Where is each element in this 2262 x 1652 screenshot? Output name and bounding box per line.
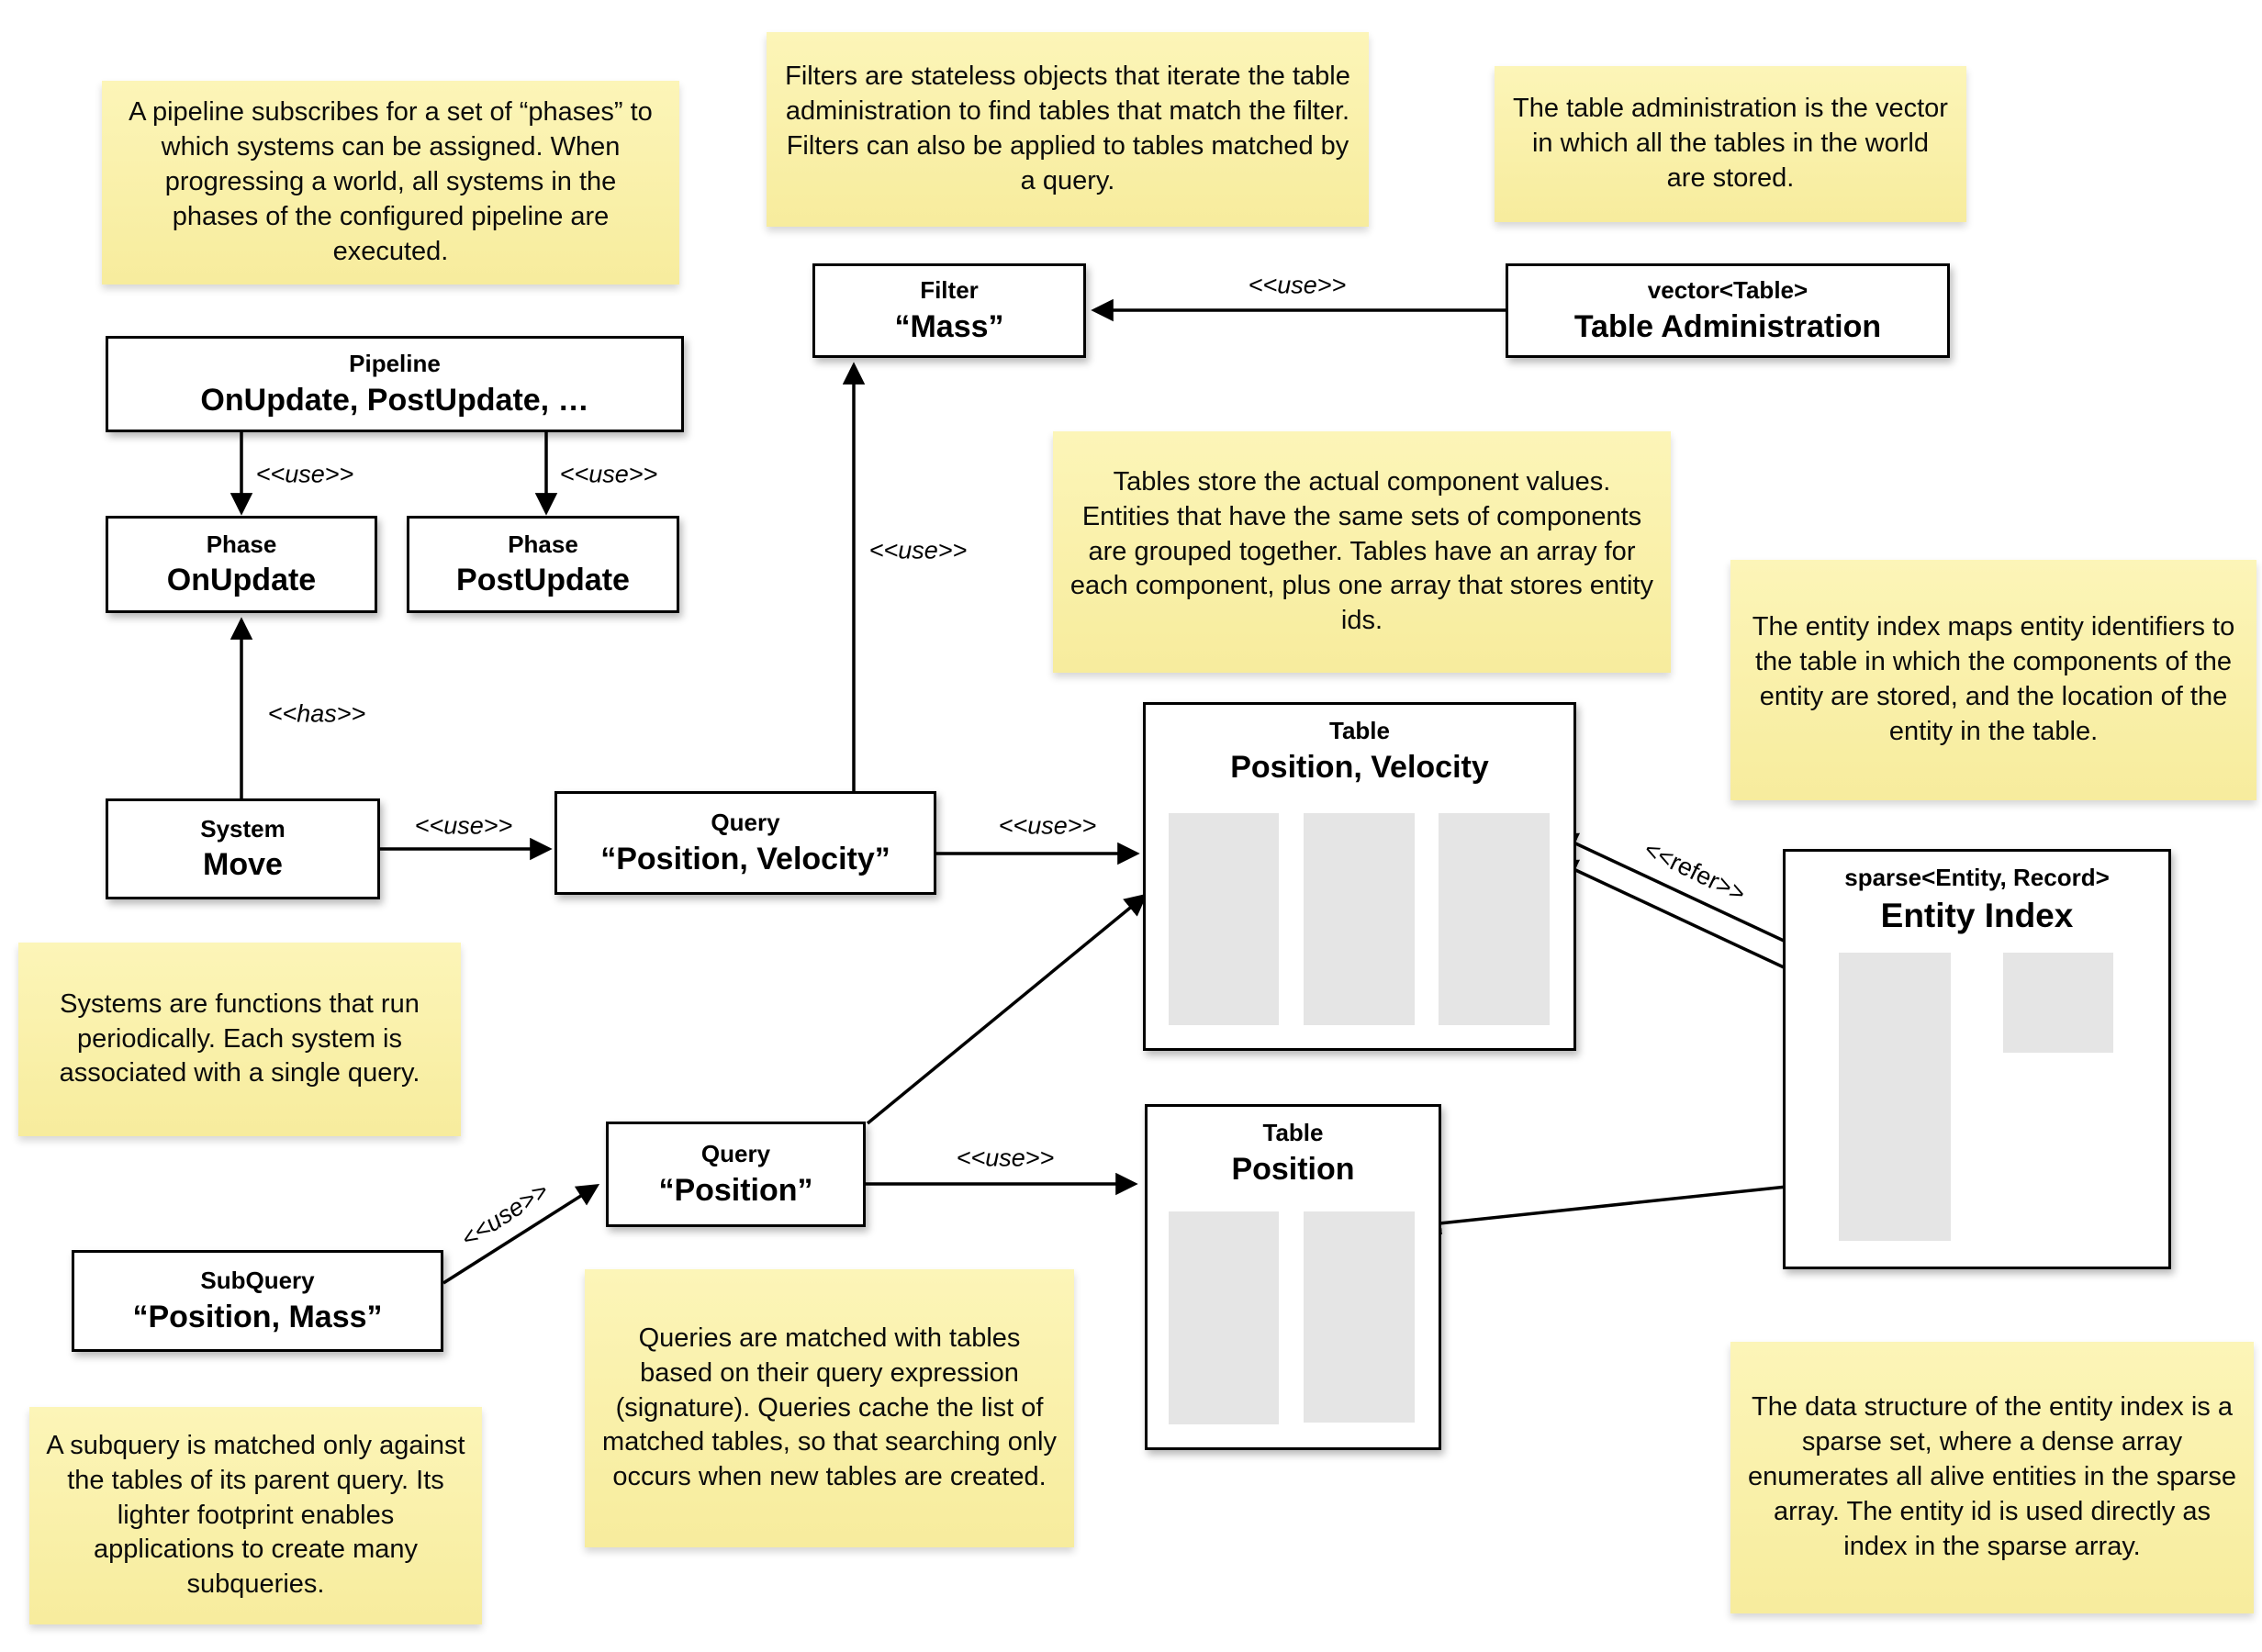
arrow-entity-index-to-table-pos (1422, 1181, 1839, 1225)
note-table-admin-text: The table administration is the vector in which all the tables in the world are stored. (1513, 94, 1948, 193)
box-table-position-title: Table (1262, 1119, 1324, 1146)
note-queries-text: Queries are matched with tables based on their query expression (signature). Queries cache the list of matched tables, so that searching only occurs when new tables are created. (602, 1323, 1057, 1492)
box-entity-index-subtitle: Entity Index (1880, 896, 2074, 934)
note-tables (1053, 431, 1671, 673)
edge-label-use-pipeline-postupdate: <<use>> (559, 460, 658, 488)
box-system-move-subtitle: Move (203, 847, 283, 883)
sparse-array (1839, 953, 1951, 1241)
box-pipeline-title: Pipeline (349, 350, 441, 378)
box-phase-onupdate-title: Phase (206, 530, 277, 558)
box-filter-mass-subtitle: “Mass” (894, 308, 1004, 344)
box-subquery-title: SubQuery (200, 1267, 315, 1295)
box-pipeline (106, 336, 684, 432)
box-table-administration-subtitle: Table Administration (1573, 308, 1882, 344)
box-system-move (106, 798, 380, 899)
box-phase-onupdate-subtitle: OnUpdate (166, 563, 317, 598)
edge-label-use-pipeline-onupdate: <<use>> (255, 460, 354, 488)
note-subquery-text: A subquery is matched only against the tables of its parent query. Its lighter footprint enables applications to create many subqueries. (46, 1430, 465, 1600)
note-filters-text: Filters are stateless objects that iterate the table administration to find tables that match the filter. Filters can also be applied to tables matched by a query. (785, 61, 1350, 195)
box-system-move-title: System (200, 814, 286, 843)
box-table-administration (1506, 263, 1950, 358)
box-phase-postupdate-title: Phase (508, 530, 578, 558)
box-table-position (1145, 1104, 1441, 1450)
box-table-administration-title: vector<Table> (1647, 276, 1808, 305)
box-entity-index-title: sparse<Entity, Record> (1844, 864, 2110, 891)
component-array-2 (1304, 1211, 1415, 1423)
box-filter-mass (812, 263, 1086, 358)
component-array-1 (1169, 1211, 1279, 1424)
edge-label-use-subquery-query: <<use>> (455, 1176, 554, 1254)
edge-label-use-querypv-table: <<use>> (998, 811, 1097, 840)
box-table-position-subtitle: Position (1231, 1151, 1355, 1187)
box-phase-postupdate (407, 516, 679, 613)
box-phase-onupdate (106, 516, 377, 613)
arrow-query-pos-to-table-pv (868, 896, 1145, 1123)
box-subquery (72, 1250, 443, 1352)
box-entity-index (1783, 849, 2171, 1269)
note-table-admin (1495, 66, 1966, 222)
edge-label-refer-entityindex-table: <<refer>> (1640, 835, 1751, 909)
edge-label-use-tableadmin-filter: <<use>> (1248, 271, 1347, 299)
box-query-position-title: Query (700, 1140, 771, 1168)
edge-label-has-system-phase: <<has>> (267, 699, 366, 728)
note-queries (585, 1269, 1074, 1547)
note-pipeline (102, 81, 679, 285)
edge-label-use-query-filter: <<use>> (868, 536, 968, 564)
note-sparse-set (1730, 1342, 2254, 1613)
component-array-1 (1169, 813, 1279, 1025)
note-pipeline-text: A pipeline subscribes for a set of “phases” to which systems can be assigned. When progressing a world, all systems in the phases of the configured pipeline are executed. (129, 97, 653, 266)
dense-array (2003, 953, 2113, 1053)
note-systems (18, 943, 461, 1136)
component-array-2 (1304, 813, 1415, 1025)
box-subquery-subtitle: “Position, Mass” (132, 1299, 383, 1334)
note-systems-text: Systems are functions that run periodically. Each system is associated with a single query. (59, 988, 420, 1088)
box-query-position-subtitle: “Position” (658, 1172, 813, 1208)
edge-label-use-querypos-tablepos: <<use>> (956, 1144, 1055, 1172)
box-query-position (606, 1122, 866, 1227)
box-phase-postupdate-subtitle: PostUpdate (456, 563, 630, 598)
box-query-position-velocity (554, 791, 936, 895)
box-table-position-velocity-title: Table (1329, 717, 1390, 744)
note-entity-index-text: The entity index maps entity identifiers to the table in which the components of the entity are stored, and the location of the entity in the table. (1752, 612, 2235, 746)
box-pipeline-subtitle: OnUpdate, PostUpdate, … (200, 382, 589, 418)
note-entity-index (1730, 560, 2256, 800)
box-filter-mass-title: Filter (920, 276, 979, 305)
box-query-position-velocity-title: Query (711, 809, 780, 837)
component-array-3 (1439, 813, 1550, 1025)
note-tables-text: Tables store the actual component values. Entities that have the same sets of components are grouped together. Tables have an array for each component, plus one array that stores entity ids. (1069, 466, 1654, 636)
box-table-position-velocity-subtitle: Position, Velocity (1230, 749, 1489, 785)
note-filters (767, 32, 1369, 227)
box-table-position-velocity (1143, 702, 1576, 1051)
note-sparse-set-text: The data structure of the entity index is a sparse set, where a dense array enumerates all alive entities in the sparse array. The entity id is used directly as index in the sparse array. (1748, 1392, 2236, 1561)
edge-label-use-system-query: <<use>> (414, 811, 513, 840)
box-query-position-velocity-subtitle: “Position, Velocity” (600, 841, 890, 876)
note-subquery (29, 1407, 482, 1624)
